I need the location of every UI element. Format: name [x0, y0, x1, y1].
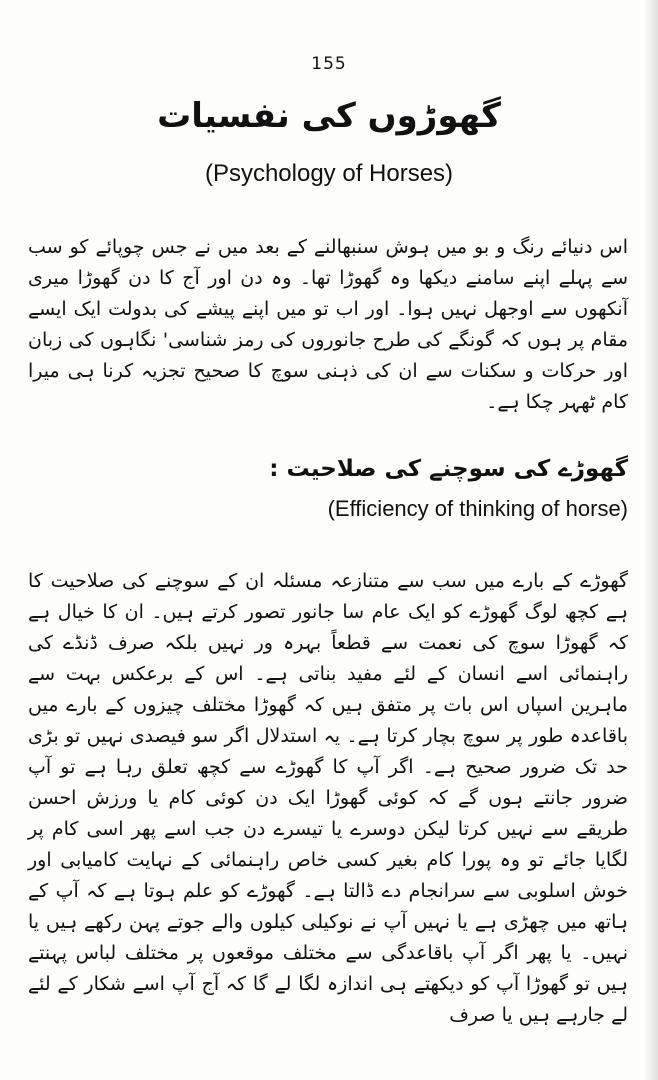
section-heading-english: (Efficiency of thinking of horse)	[327, 496, 628, 521]
page-number: 155	[311, 54, 347, 74]
section-heading-urdu: گھوڑے کی سوچنے کی صلاحیت :	[269, 456, 628, 482]
body-paragraph: گھوڑے کے بارے میں سب سے متنازعہ مسئلہ ان کے سوچنے کی صلاحیت کا ہے کچھ لوگ گھوڑے کو ایک عام سا جانور تصور کرتے ہیں۔ ان کا خیال ہے کہ گھوڑا سوچ کی نعمت سے قطعاً بہرہ ور نہیں بلکہ صرف ڈنڈے کی راہنمائی اسے انسان کے لئے مفید بناتی ہے۔ اس کے برعکس بہت سے ماہرین اسپاں اس بات پر متفق ہیں کہ گھوڑا مختلف چیزوں کے بارے میں باقاعدہ طور پر سوچ بچار کرتا ہے۔ یہ استدلال اگر سو فیصدی نہیں تو بڑی حد تک ضرور صحیح ہے۔ اگر آپ کا گھوڑے سے کچھ تعلق رہا ہے تو آپ ضرور جانتے ہوں گے کہ کوئی گھوڑا ایک دن کوئی کام یا ورزش احسن طریقے سے نہیں کرتا لیکن دوسرے یا تیسرے دن جب اسے پھر اسی کام پر لگایا جائے تو وہ پورا کام بغیر کسی خاص راہنمائی کے نہایت کامیابی اور خوش اسلوبی سے سرانجام دے ڈالتا ہے۔ گھوڑے کو علم ہوتا ہے کہ آپ کے ہاتھ میں چھڑی ہے یا نہیں آپ نے نوکیلی کیلوں والے جوتے پہن رکھے ہیں یا نہیں۔ یا پھر اگر آپ باقاعدگی سے مختلف موقعوں پر مختلف لباس پہنتے ہیں تو گھوڑا آپ کو دیکھتے ہی اندازہ لگا لے گا کہ آج آپ اسے شکار کے لئے لے جارہے ہیں یا صرف	[28, 570, 628, 1026]
intro-paragraph: اس دنیائے رنگ و بو میں ہوش سنبھالنے کے بعد میں نے جس چوپائے کو سب سے پہلے اپنے سامنے دیکھا وہ گھوڑا تھا۔ وہ دن اور آج کا دن گھوڑا میری آنکھوں سے اوجھل نہیں ہوا۔ اور اب تو میں اپنے پیشے کی بدولت ایک ایسے مقام پر ہوں کہ گونگے کی طرح جانوروں کی رمز شناسی' نگاہوں کی زبان اور حرکات و سکنات سے ان کی ذہنی سوچ کا صحیح تجزیہ کرنا ہی میرا کام ٹھہر چکا ہے۔	[28, 236, 628, 413]
chapter-title-english: (Psychology of Horses)	[204, 160, 454, 187]
chapter-title-urdu: گھوڑوں کی نفسیات	[157, 96, 501, 136]
